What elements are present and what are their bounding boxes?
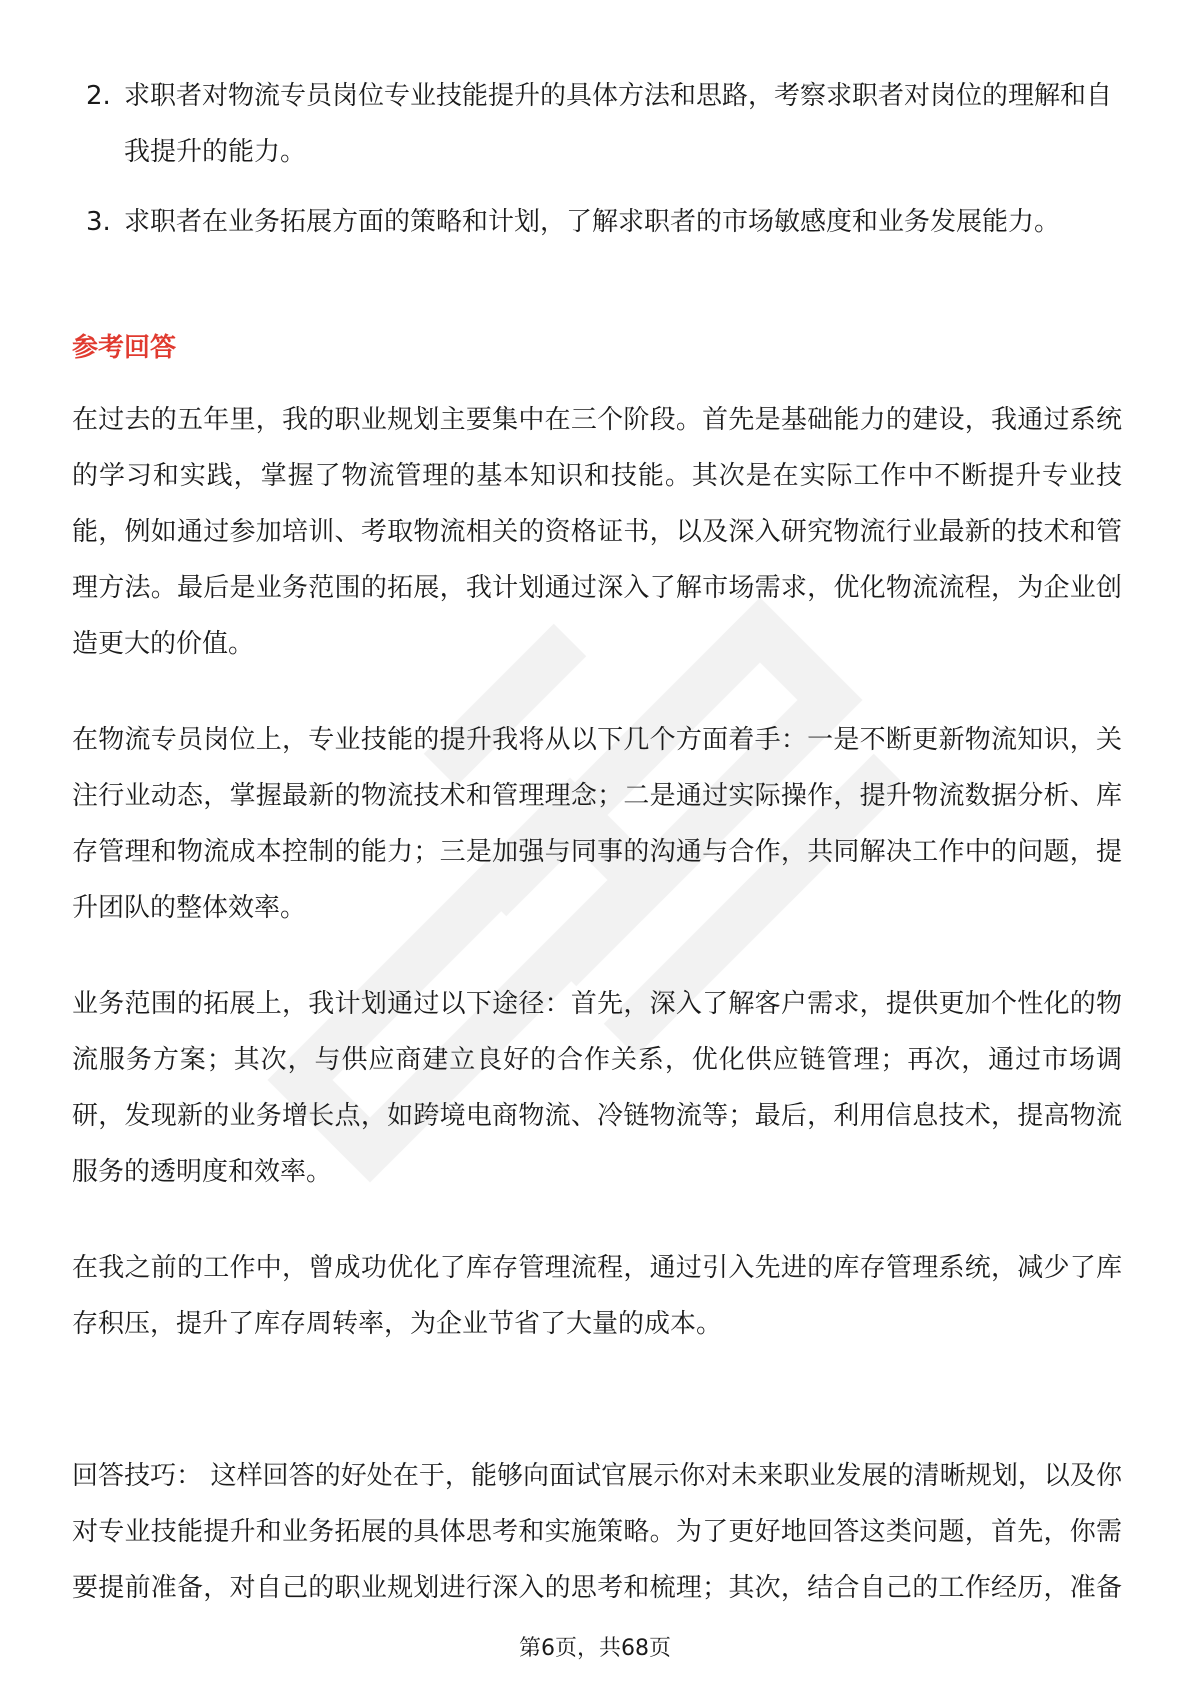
list-item-number: 2. [86, 81, 111, 111]
section-heading-reference-answer: 参考回答 [72, 333, 177, 363]
list-item [72, 194, 1122, 250]
list-item [72, 68, 1122, 180]
list-item-text: 求职者在业务拓展方面的策略和计划，了解求职者的市场敏感度和业务发展能力。 [124, 207, 1061, 237]
page-number-footer: 第6页，共68页 [519, 1636, 671, 1661]
answer-paragraph: 在过去的五年里，我的职业规划主要集中在三个阶段。首先是基础能力的建设，我通过系统的学习和实践，掌握了物流管理的基本知识和技能。其次是在实际工作中不断提升专业技能，例如通过参加培训、考取物流相关的资格证书，以及深入研究物流行业最新的技术和管理方法。最后是业务范围的拓展，我计划通过深入了解市场需求，优化物流流程，为企业创造更大的价值。 [72, 405, 1122, 659]
answer-tips-paragraph: 回答技巧： 这样回答的好处在于，能够向面试官展示你对未来职业发展的清晰规划，以及你对专业技能提升和业务拓展的具体思考和实施策略。为了更好地回答这类问题，首先，你需要提前准备，对自己的职业规划进行深入的思考和梳理；其次，结合自己的工作经历，准备 [72, 1461, 1122, 1603]
answer-paragraph: 在我之前的工作中，曾成功优化了库存管理流程，通过引入先进的库存管理系统，减少了库存积压，提升了库存周转率，为企业节省了大量的成本。 [72, 1253, 1122, 1339]
list-item-number: 3. [86, 207, 111, 237]
question-focus-list [72, 68, 1122, 264]
answer-paragraph: 在物流专员岗位上，专业技能的提升我将从以下几个方面着手：一是不断更新物流知识，关注行业动态，掌握最新的物流技术和管理理念；二是通过实际操作，提升物流数据分析、库存管理和物流成本控制的能力；三是加强与同事的沟通与合作，共同解决工作中的问题，提升团队的整体效率。 [72, 725, 1122, 923]
list-item-text: 求职者对物流专员岗位专业技能提升的具体方法和思路，考察求职者对岗位的理解和自我提升的能力。 [124, 81, 1113, 167]
answer-paragraph: 业务范围的拓展上，我计划通过以下途径：首先，深入了解客户需求，提供更加个性化的物流服务方案；其次，与供应商建立良好的合作关系，优化供应链管理；再次，通过市场调研，发现新的业务增长点，如跨境电商物流、冷链物流等；最后，利用信息技术，提高物流服务的透明度和效率。 [72, 989, 1122, 1187]
